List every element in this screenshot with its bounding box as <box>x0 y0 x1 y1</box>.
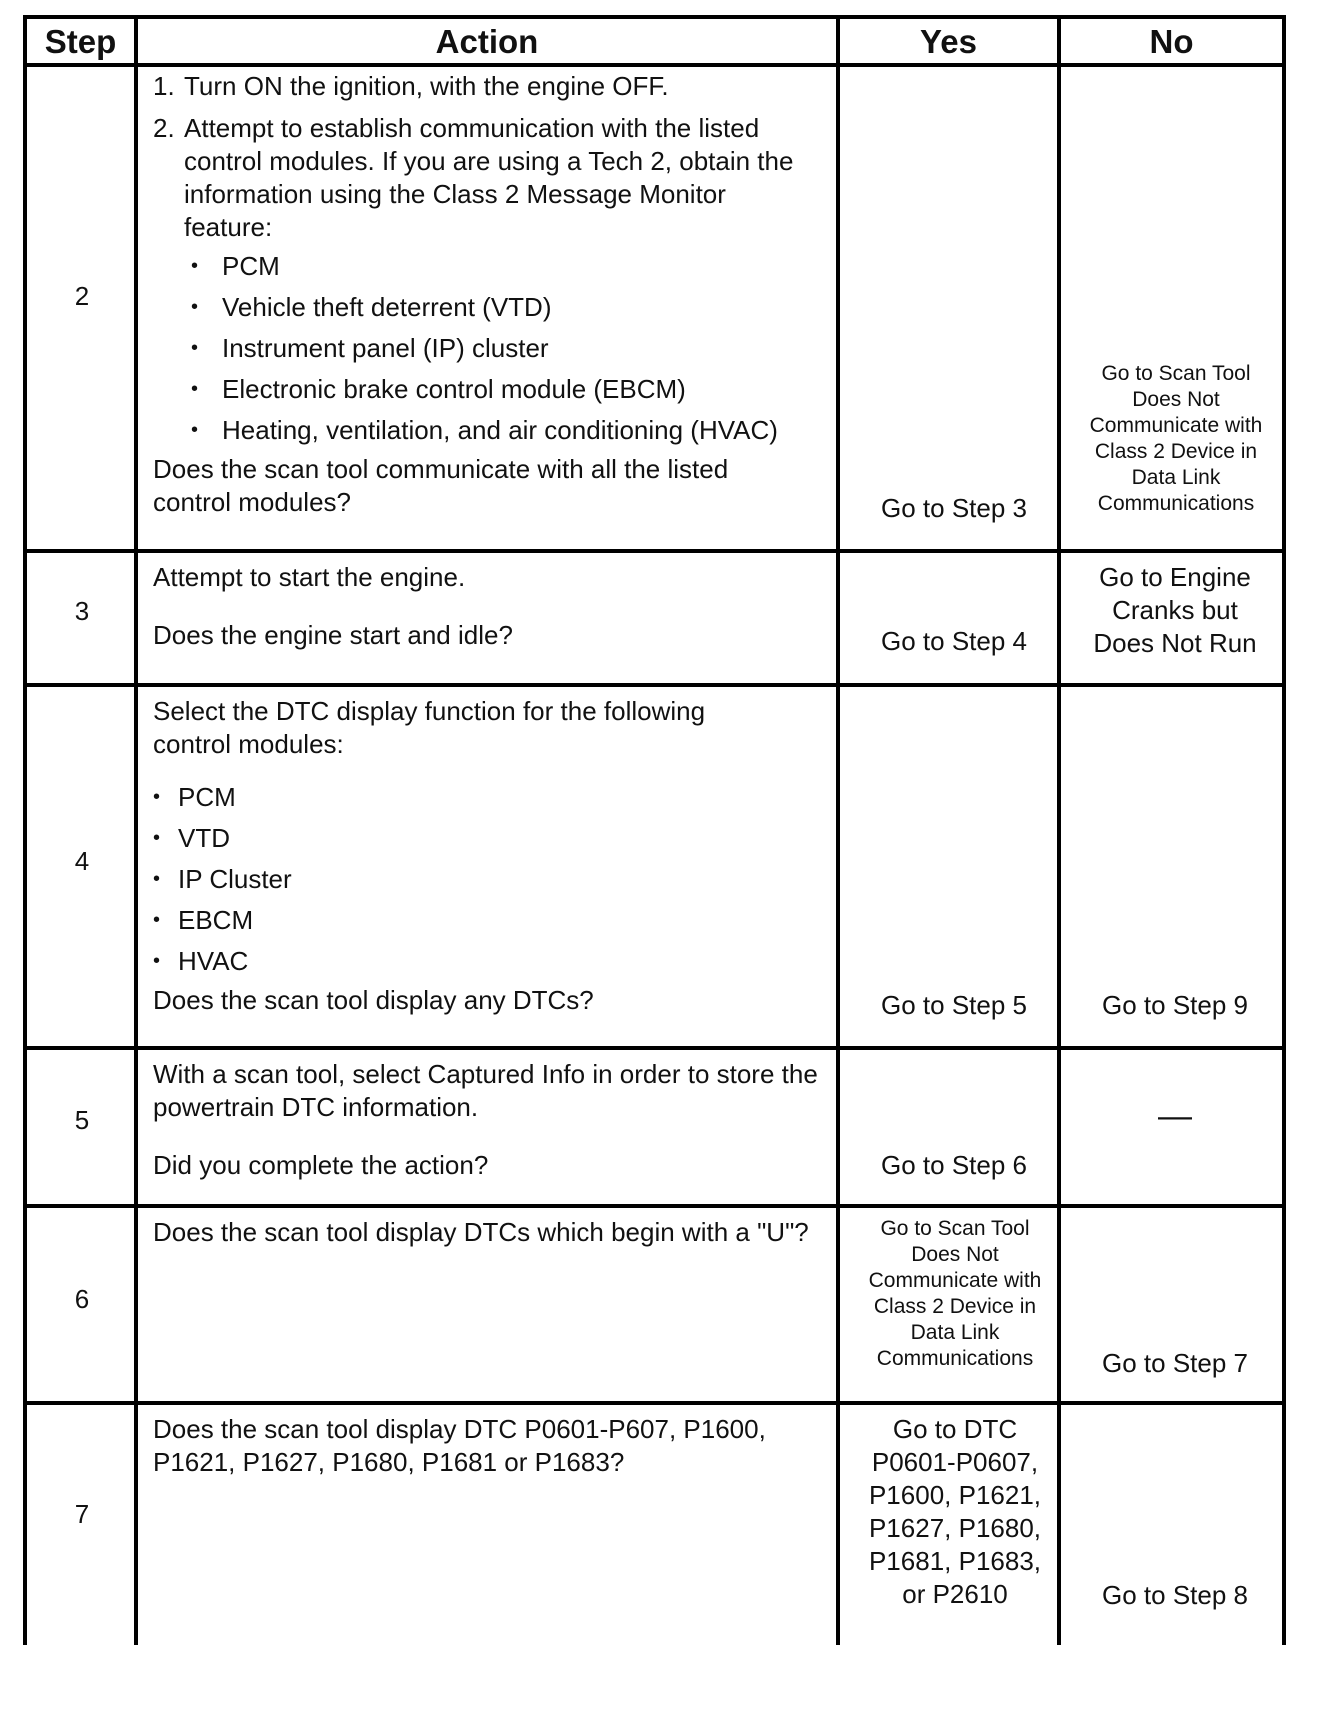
item-text: Turn ON the ignition, with the engine OFF. <box>184 71 669 101</box>
question-text: Does the scan tool communicate with all the listed control modules? <box>153 454 729 517</box>
step-number: 4 <box>74 846 90 876</box>
no-cell: — <box>1158 1097 1192 1135</box>
action-text: Attempt to start the engine. <box>153 562 466 592</box>
action-cell <box>153 695 833 1017</box>
list-item: • EBCM <box>153 905 254 935</box>
list-item: • PCM <box>191 251 280 281</box>
yes-cell: Go to Step 6 <box>881 1150 1027 1180</box>
action-cell <box>153 1413 833 1479</box>
no-cell: Go to Step 7 <box>1102 1348 1248 1378</box>
no-cell: Go to Step 8 <box>1102 1580 1248 1610</box>
bullet-icon: • <box>191 419 199 441</box>
row-divider <box>23 1401 1286 1405</box>
item-number: 2. <box>153 113 175 143</box>
action-cell <box>153 1058 833 1182</box>
row-divider <box>23 1046 1286 1050</box>
yes-cell: Go to Scan Tool Does Not Communicate with Class 2 Device in Data Link Communications <box>868 1217 1042 1370</box>
list-item: • IP Cluster <box>153 864 292 894</box>
list-item: • HVAC <box>153 946 249 976</box>
bullet-icon: • <box>153 950 161 972</box>
question-text: Does the scan tool display DTC P0601-P607, P1600, P1621, P1627, P1680, P1681 or P1683? <box>153 1414 766 1477</box>
step-number: 5 <box>74 1105 90 1135</box>
action-cell <box>153 1216 833 1249</box>
yes-cell: Go to Step 4 <box>881 626 1027 656</box>
action-cell <box>153 561 833 652</box>
list-item: • VTD <box>153 823 230 853</box>
bullet-icon: • <box>191 378 199 400</box>
list-item: • Electronic brake control module (EBCM) <box>191 374 686 404</box>
list-item: • Heating, ventilation, and air conditioning (HVAC) <box>191 415 778 445</box>
item-number: 1. <box>153 71 175 101</box>
header-step: Step <box>44 23 117 60</box>
bullet-icon: • <box>153 786 161 808</box>
no-cell: Go to Engine Cranks but Does Not Run <box>1093 562 1257 658</box>
bullet-icon: • <box>153 868 161 890</box>
numbered-item <box>153 112 833 244</box>
question-text: Does the scan tool display DTCs which begin with a "U"? <box>153 1217 809 1247</box>
list-item: • Instrument panel (IP) cluster <box>191 333 549 363</box>
step-number: 3 <box>74 596 90 626</box>
bullet-icon: • <box>191 296 199 318</box>
action-cell <box>153 70 833 519</box>
question-text: Does the scan tool display any DTCs? <box>153 985 594 1015</box>
numbered-item <box>153 70 833 103</box>
row-divider <box>23 549 1286 553</box>
question-text: Did you complete the action? <box>153 1150 489 1180</box>
action-text: Select the DTC display function for the following control modules: <box>153 696 706 759</box>
list-item: • PCM <box>153 782 236 812</box>
list-item: • Vehicle theft deterrent (VTD) <box>191 292 552 322</box>
row-divider <box>23 1204 1286 1208</box>
bullet-icon: • <box>191 255 199 277</box>
item-text: Attempt to establish communication with the listed control modules. If you are using a Tech 2, obtain the information using the Class 2 Message Monitor feature: <box>184 113 794 242</box>
step-number: 7 <box>74 1499 90 1529</box>
no-cell: Go to Step 9 <box>1102 990 1248 1020</box>
header-action: Action <box>435 23 539 60</box>
step-number: 2 <box>74 281 90 311</box>
header-yes: Yes <box>920 23 977 60</box>
yes-cell: Go to Step 3 <box>881 493 1027 523</box>
step-number: 6 <box>74 1284 90 1314</box>
bullet-list <box>153 246 833 451</box>
question-text: Does the engine start and idle? <box>153 620 513 650</box>
no-cell: Go to Scan Tool Does Not Communicate with Class 2 Device in Data Link Communications <box>1089 362 1263 515</box>
action-text: With a scan tool, select Captured Info in order to store the powertrain DTC information. <box>153 1059 818 1122</box>
bullet-icon: • <box>191 337 199 359</box>
header-no: No <box>1149 23 1194 60</box>
bullet-icon: • <box>153 909 161 931</box>
row-divider <box>23 683 1286 687</box>
yes-cell: Go to DTC P0601-P0607, P1600, P1621, P1627, P1680, P1681, P1683, or P2610 <box>868 1414 1042 1609</box>
bullet-icon: • <box>153 827 161 849</box>
yes-cell: Go to Step 5 <box>881 990 1027 1020</box>
